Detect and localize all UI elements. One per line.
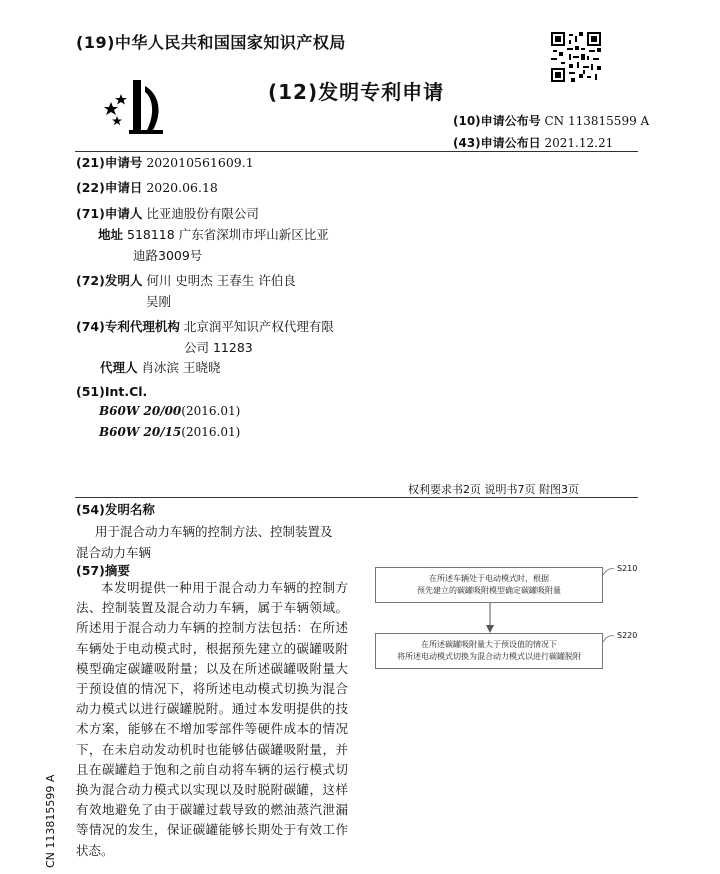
publication-date-row: (43)申请公布日 2021.12.21 [453, 136, 614, 150]
ipc-entry: B60W 20/15(2016.01) [99, 425, 241, 439]
invention-title-cont: 混合动力车辆 [76, 545, 152, 560]
flow-step-s220: 在所述碳罐吸附量大于预设值的情况下 将所述电动模式切换为混合动力模式以进行碳罐脱附 [375, 633, 603, 669]
invention-title: 用于混合动力车辆的控制方法、控制装置及 [95, 524, 333, 539]
patent-agency-cont: 公司 11283 [184, 340, 253, 355]
ipc-entry: B60W 20/00(2016.01) [99, 404, 241, 418]
patent-agent: 代理人 肖冰滨 王晓晓 [100, 360, 221, 375]
step-label-s220: S220 [617, 631, 638, 640]
abstract-heading: (57)摘要 [76, 563, 130, 578]
applicant-address: 地址 518118 广东省深圳市坪山新区比亚 [98, 227, 329, 242]
summary-divider [75, 497, 638, 498]
ipc-heading: (51)Int.Cl. [76, 384, 148, 399]
inventors-cont: 吴刚 [146, 294, 172, 309]
page-count-summary: 权利要求书2页 说明书7页 附图3页 [408, 483, 579, 496]
applicant-address-cont: 迪路3009号 [133, 248, 203, 263]
invention-title-heading: (54)发明名称 [76, 502, 155, 517]
patent-agency: (74)专利代理机构 北京润平知识产权代理有限 [76, 319, 334, 334]
step-label-s210: S210 [617, 564, 638, 573]
application-date: (22)申请日 2020.06.18 [76, 180, 218, 195]
publication-number-row: (10)申请公布号 CN 113815599 A [453, 114, 650, 128]
application-number: (21)申请号 202010561609.1 [76, 155, 254, 170]
flow-arrow-icon [484, 603, 496, 633]
issuing-office: (19)中华人民共和国国家知识产权局 [76, 33, 346, 52]
flow-step-s210: 在所述车辆处于电动模式时，根据 预先建立的碳罐吸附模型确定碳罐吸附量 [375, 567, 603, 603]
document-type: (12)发明专利申请 [268, 80, 445, 104]
side-publication-number: CN 113815599 A [44, 774, 57, 868]
qr-code [551, 32, 601, 82]
cnipa-emblem-icon [101, 72, 167, 138]
inventors: (72)发明人 何川 史明杰 王春生 许伯良 [76, 273, 296, 288]
applicant: (71)申请人 比亚迪股份有限公司 [76, 206, 259, 221]
abstract-body: 本发明提供一种用于混合动力车辆的控制方法、控制装置及混合动力车辆，属于车辆领域。所述用于混合动力车辆的控制方法包括：在所述车辆处于电动模式时，根据预先建立的碳罐吸附模型确定碳罐吸附量；以及在所述碳罐吸附量大于预设值的情况下，将所述电动模式切换为混合动力模式以进行碳罐脱附。通过本发明提供的技术方案，能够在不增加零部件等硬件成本的情况下，在未启动发动机时也能够估碳罐吸附量，并且在碳罐趋于饱和之前自动将车辆的运行模式切换为混合动力模式以实现以及时脱附碳罐，这样有效地避免了由于碳罐过载导致的燃油蒸汽泄漏等情况的发生，保证碳罐能够长期处于有效工作状态。 [76, 580, 348, 858]
